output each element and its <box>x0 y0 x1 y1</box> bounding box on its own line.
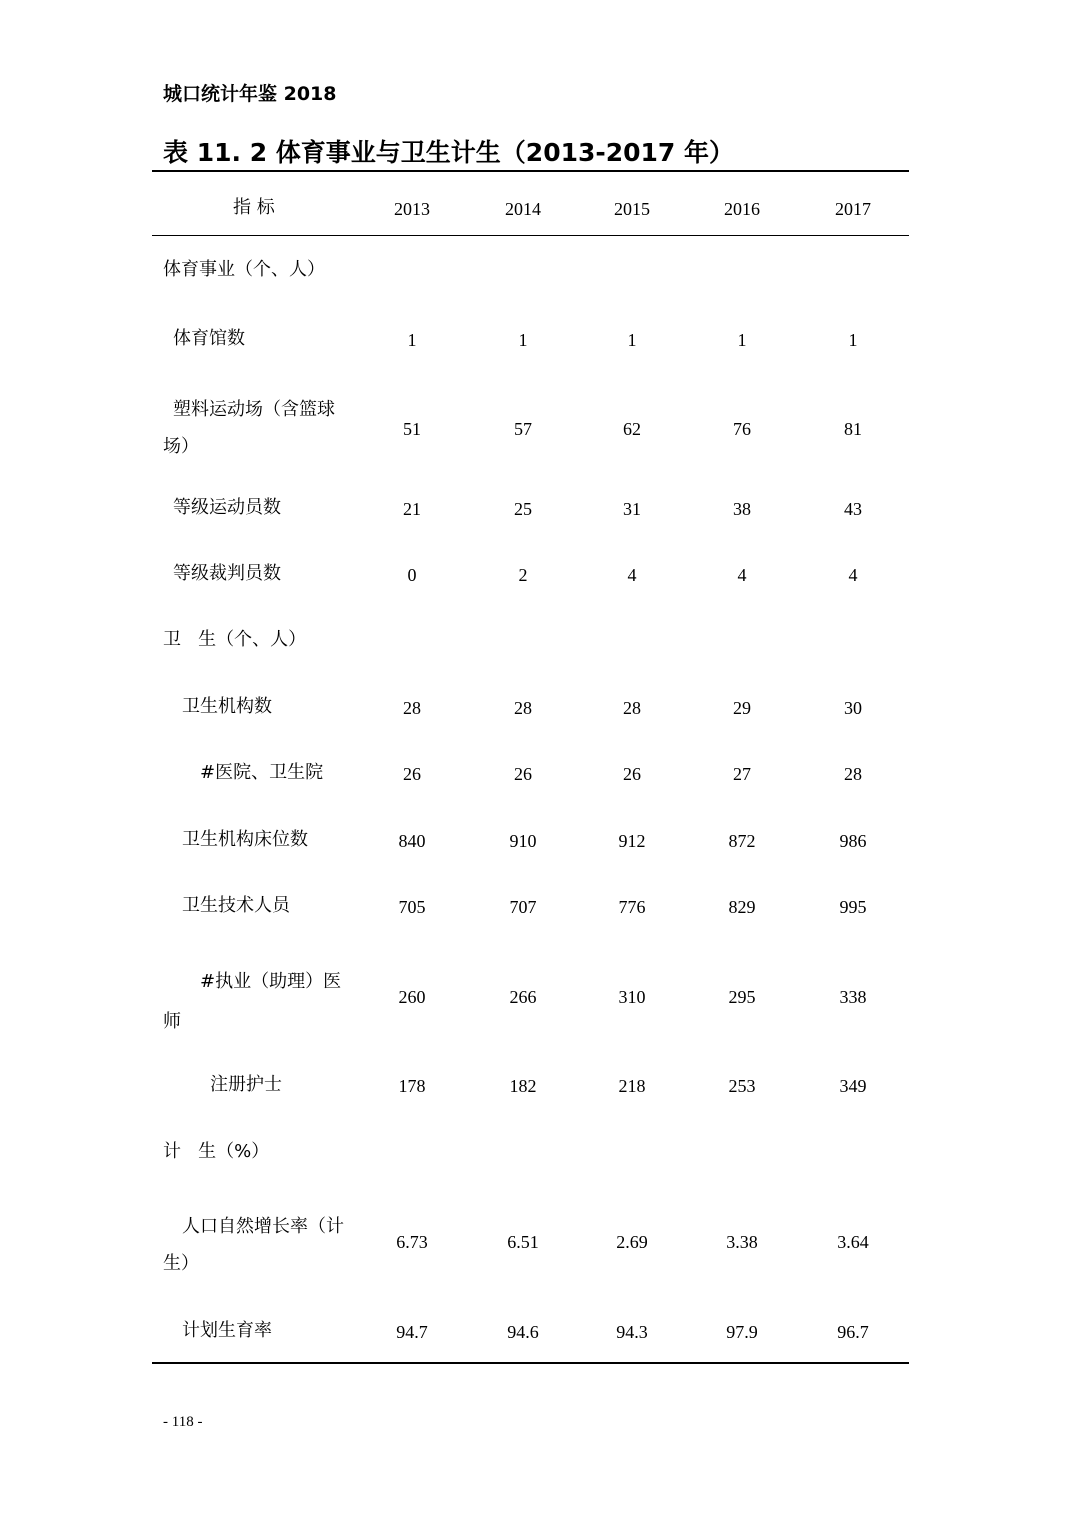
row-label: 卫生技术人员 <box>182 895 290 916</box>
table-top-rule <box>152 170 909 172</box>
cell-2016: 97.9 <box>726 1322 758 1342</box>
section-title-health: 卫 生（个、人） <box>163 629 307 650</box>
cell-2017: 43 <box>844 499 862 519</box>
row-label: 体育馆数 <box>173 328 245 349</box>
cell-2013: 178 <box>398 1076 426 1096</box>
row-label: 卫生机构床位数 <box>182 829 308 850</box>
page-number: - 118 - <box>163 1414 203 1430</box>
cell-2015: 28 <box>623 698 641 718</box>
header-year: 2016 <box>724 199 760 219</box>
cell-2015: 31 <box>623 499 641 519</box>
cell-2014: 266 <box>509 987 537 1007</box>
cell-2014: 2 <box>518 565 528 585</box>
cell-2015: 62 <box>623 419 641 439</box>
cell-2015: 2.69 <box>616 1232 648 1252</box>
cell-2013: 21 <box>403 499 421 519</box>
cell-2015: 776 <box>618 897 646 917</box>
section-title-sports: 体育事业（个、人） <box>163 259 325 280</box>
cell-2016: 27 <box>733 764 751 784</box>
cell-2013: 6.73 <box>396 1232 428 1252</box>
cell-2017: 1 <box>848 330 858 350</box>
cell-2014: 28 <box>514 698 532 718</box>
header-year: 2013 <box>394 199 430 219</box>
cell-2017: 349 <box>839 1076 867 1096</box>
cell-2014: 25 <box>514 499 532 519</box>
cell-2016: 76 <box>733 419 751 439</box>
cell-2017: 28 <box>844 764 862 784</box>
row-label: #执业（助理）医师 <box>163 971 342 1032</box>
cell-2014: 26 <box>514 764 532 784</box>
cell-2013: 51 <box>403 419 421 439</box>
cell-2013: 0 <box>407 565 417 585</box>
section-title-family-planning: 计 生（%） <box>163 1141 270 1162</box>
cell-2015: 1 <box>627 330 637 350</box>
cell-2015: 94.3 <box>616 1322 648 1342</box>
cell-2014: 94.6 <box>507 1322 539 1342</box>
cell-2013: 1 <box>407 330 417 350</box>
cell-2016: 3.38 <box>726 1232 758 1252</box>
cell-2016: 872 <box>728 831 756 851</box>
cell-2015: 26 <box>623 764 641 784</box>
cell-2013: 260 <box>398 987 426 1007</box>
row-label: 等级运动员数 <box>173 497 281 518</box>
table-bottom-rule <box>152 1362 909 1364</box>
cell-2016: 295 <box>728 987 756 1007</box>
table-header-rule <box>152 235 909 236</box>
cell-2014: 57 <box>514 419 532 439</box>
cell-2017: 995 <box>839 897 867 917</box>
cell-2016: 38 <box>733 499 751 519</box>
cell-2016: 29 <box>733 698 751 718</box>
cell-2017: 338 <box>839 987 867 1007</box>
header-indicator: 指 标 <box>233 197 275 218</box>
cell-2014: 1 <box>518 330 528 350</box>
row-label: 计划生育率 <box>182 1320 272 1341</box>
table-title: 表 11. 2 体育事业与卫生计生（2013-2017 年） <box>163 138 735 167</box>
cell-2015: 310 <box>618 987 646 1007</box>
row-label: #医院、卫生院 <box>200 762 324 783</box>
cell-2017: 96.7 <box>837 1322 869 1342</box>
cell-2014: 910 <box>509 831 537 851</box>
row-label: 注册护士 <box>210 1074 282 1095</box>
cell-2016: 829 <box>728 897 756 917</box>
row-label: 等级裁判员数 <box>173 563 281 584</box>
cell-2017: 986 <box>839 831 867 851</box>
row-label: 人口自然增长率（计生） <box>163 1216 344 1274</box>
cell-2013: 28 <box>403 698 421 718</box>
header-year: 2014 <box>505 199 541 219</box>
running-head: 城口统计年鉴 2018 <box>163 83 337 105</box>
row-label: 卫生机构数 <box>182 696 272 717</box>
cell-2013: 840 <box>398 831 426 851</box>
cell-2017: 30 <box>844 698 862 718</box>
cell-2013: 26 <box>403 764 421 784</box>
cell-2015: 4 <box>627 565 637 585</box>
cell-2016: 1 <box>737 330 747 350</box>
cell-2013: 705 <box>398 897 426 917</box>
cell-2014: 6.51 <box>507 1232 539 1252</box>
cell-2013: 94.7 <box>396 1322 428 1342</box>
cell-2016: 253 <box>728 1076 756 1096</box>
cell-2016: 4 <box>737 565 747 585</box>
header-year: 2017 <box>835 199 871 219</box>
cell-2015: 912 <box>618 831 646 851</box>
cell-2015: 218 <box>618 1076 646 1096</box>
cell-2014: 182 <box>509 1076 537 1096</box>
cell-2014: 707 <box>509 897 537 917</box>
cell-2017: 3.64 <box>837 1232 869 1252</box>
cell-2017: 81 <box>844 419 862 439</box>
cell-2017: 4 <box>848 565 858 585</box>
header-year: 2015 <box>614 199 650 219</box>
row-label: 塑料运动场（含篮球场） <box>163 399 335 457</box>
